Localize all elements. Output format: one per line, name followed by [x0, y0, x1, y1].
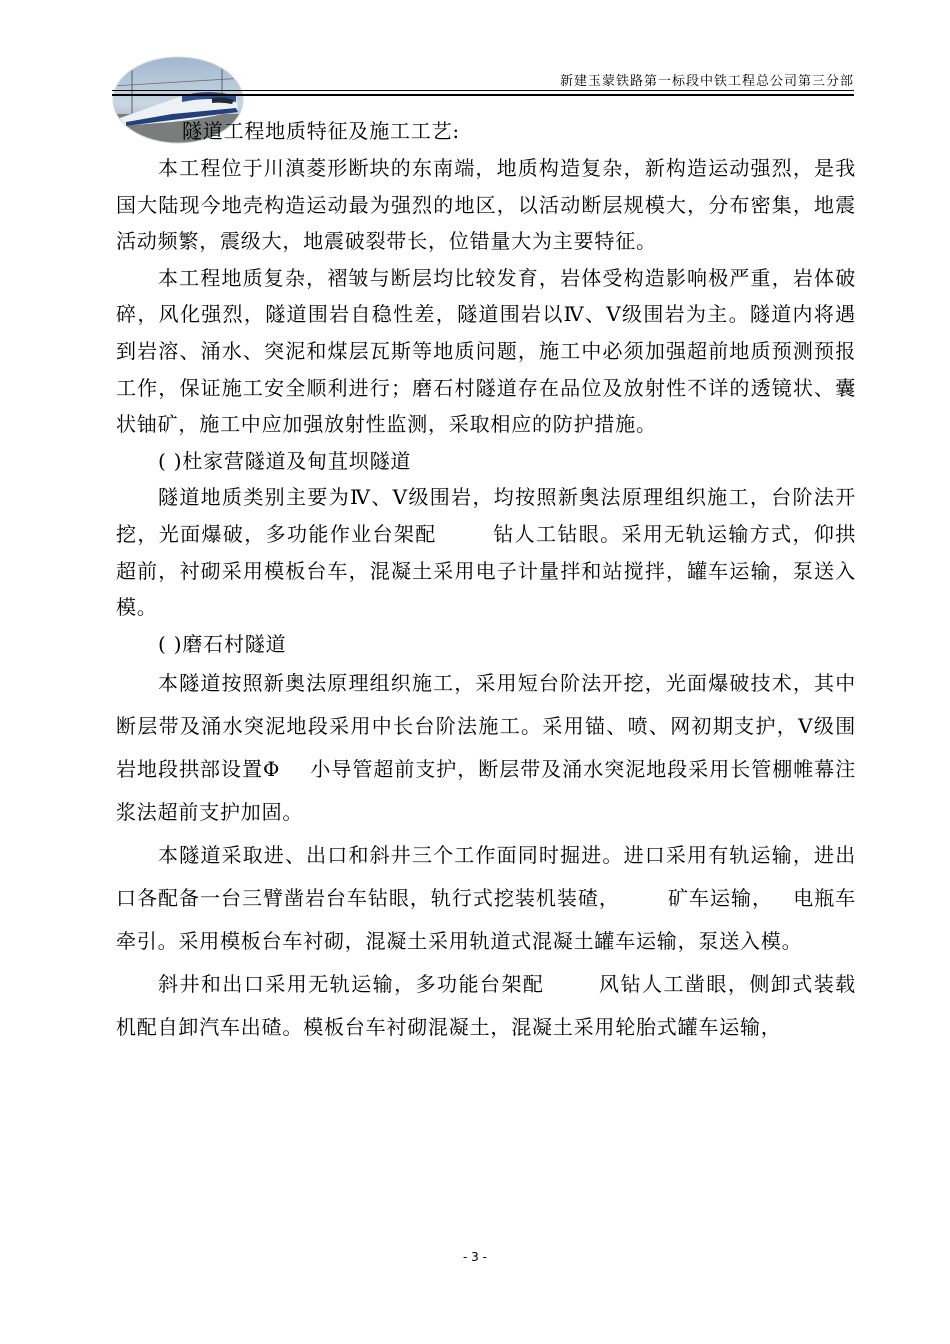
- subsection-title-moshicun: ( )磨石村隧道: [158, 631, 287, 656]
- paragraph: 斜井和出口采用无轨运输，多功能台架配 风钻人工凿眼，侧卸式装载机配自卸汽车出碴。模板台车衬砌混凝土，混凝土采用轮胎式罐车运输，: [116, 972, 856, 1040]
- paragraph: 本工程地质复杂，褶皱与断层均比较发育，岩体受构造影响极严重，岩体破碎，风化强烈，隧道围岩自稳性差，隧道围岩以Ⅳ、Ⅴ级围岩为主。隧道内将遇到岩溶、涌水、突泥和煤层瓦斯等地质问题，施工中必须加强超前地质预测预报工作，保证施工安全顺利进行；磨石村隧道存在品位及放射性不详的透镜状、囊状铀矿，施工中应加强放射性监测，采取相应的防护措施。: [116, 265, 856, 437]
- paragraph: 本隧道按照新奥法原理组织施工，采用短台阶法开挖，光面爆破技术，其中断层带及涌水突泥地段采用中长台阶法施工。采用锚、喷、网初期支护，Ⅴ级围岩地段拱部设置Φ 小导管超前支护，断层带及涌水突泥地段采用长管棚帷幕注浆法超前支护加固。: [116, 671, 856, 825]
- paragraph: 本隧道采取进、出口和斜井三个工作面同时掘进。进口采用有轨运输，进出口各配备一台三臂凿岩台车钻眼，轨行式挖装机装碴， 矿车运输， 电瓶车牵引。采用模板台车衬砌，混凝土采用轨道式混凝土罐车运输，泵送入模。: [116, 843, 857, 954]
- header-rule-thick: [112, 94, 854, 96]
- subsection-title-dujiaying: ( )杜家营隧道及甸苴坝隧道: [158, 448, 412, 473]
- page-number: - 3 -: [463, 1250, 487, 1264]
- document-body: [116, 112, 856, 1049]
- section-heading: 隧道工程地质特征及施工工艺:: [182, 119, 460, 143]
- header-title: 新建玉蒙铁路第一标段中铁工程总公司第三分部: [559, 74, 854, 89]
- header-rule-thin: [112, 90, 854, 91]
- paragraph: 本工程位于川滇菱形断块的东南端，地质构造复杂，新构造运动强烈，是我国大陆现今地壳构造运动最为强烈的地区，以活动断层规模大，分布密集，地震活动频繁，震级大，地震破裂带长，位错量大为主要特征。: [116, 156, 856, 254]
- paragraph: 隧道地质类别主要为Ⅳ、Ⅴ级围岩，均按照新奥法原理组织施工，台阶法开挖，光面爆破，多功能作业台架配 钻人工钻眼。采用无轨运输方式，仰拱超前，衬砌采用模板台车，混凝土采用电子计量拌和站搅拌，罐车运输，泵送入模。: [116, 485, 856, 620]
